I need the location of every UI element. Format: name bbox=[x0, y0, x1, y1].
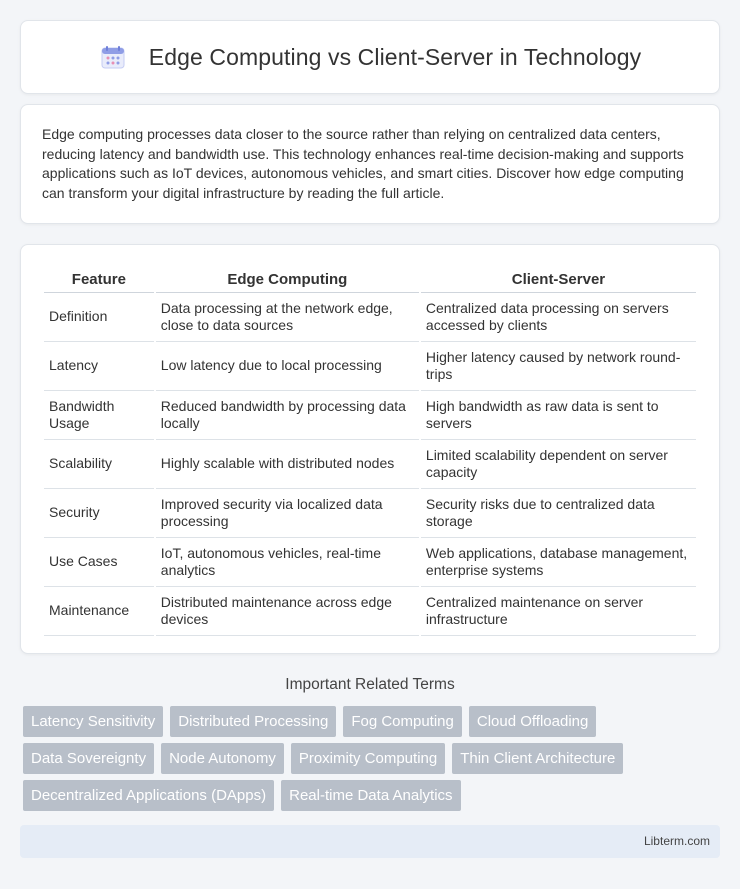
cell-client-server: Security risks due to centralized data storage bbox=[421, 489, 696, 538]
page-title: Edge Computing vs Client-Server in Technology bbox=[148, 43, 642, 70]
cell-client-server: Web applications, database management, enterprise systems bbox=[421, 538, 696, 587]
table-row bbox=[44, 538, 696, 587]
table-row bbox=[44, 489, 696, 538]
tag-thin-client-architecture[interactable]: Thin Client Architecture bbox=[452, 743, 623, 774]
tag-node-autonomy[interactable]: Node Autonomy bbox=[161, 743, 284, 774]
cell-feature: Scalability bbox=[44, 440, 154, 489]
cell-client-server: Centralized data processing on servers accessed by clients bbox=[421, 293, 696, 342]
tag-fog-computing[interactable]: Fog Computing bbox=[343, 706, 462, 737]
cell-edge: Low latency due to local processing bbox=[156, 342, 419, 391]
cell-client-server: High bandwidth as raw data is sent to servers bbox=[421, 391, 696, 440]
cell-edge: Highly scalable with distributed nodes bbox=[156, 440, 419, 489]
table-row bbox=[44, 587, 696, 636]
cell-client-server: Higher latency caused by network round-trips bbox=[421, 342, 696, 391]
cell-feature: Bandwidth Usage bbox=[44, 391, 154, 440]
cell-edge: Improved security via localized data processing bbox=[156, 489, 419, 538]
cell-client-server: Centralized maintenance on server infrastructure bbox=[421, 587, 696, 636]
tag-cloud-offloading[interactable]: Cloud Offloading bbox=[469, 706, 596, 737]
tag-real-time-data-analytics[interactable]: Real-time Data Analytics bbox=[281, 780, 460, 811]
tag-decentralized-applications[interactable]: Decentralized Applications (DApps) bbox=[23, 780, 274, 811]
related-terms-title: Important Related Terms bbox=[285, 676, 455, 693]
table-row bbox=[44, 440, 696, 489]
cell-edge: Data processing at the network edge, close to data sources bbox=[156, 293, 419, 342]
table-row bbox=[44, 293, 696, 342]
tag-latency-sensitivity[interactable]: Latency Sensitivity bbox=[23, 706, 163, 737]
header-client-server: Client-Server bbox=[421, 263, 696, 293]
header-edge-computing: Edge Computing bbox=[156, 263, 419, 293]
tag-distributed-processing[interactable]: Distributed Processing bbox=[170, 706, 336, 737]
cell-feature: Maintenance bbox=[44, 587, 154, 636]
footer-brand[interactable]: Libterm.com bbox=[643, 834, 710, 848]
intro-text: Edge computing processes data closer to the source rather than relying on centralized data centers, reducing latency and bandwidth use. This technology enhances real-time decision-making and supports applications such as IoT devices, autonomous vehicles, and smart cities. Discover how edge computing can transform your digital infrastructure by reading the full article. bbox=[42, 126, 684, 201]
tag-proximity-computing[interactable]: Proximity Computing bbox=[291, 743, 445, 774]
table-row bbox=[44, 342, 696, 391]
table-header-row bbox=[44, 263, 696, 293]
footer bbox=[20, 825, 720, 858]
intro-card bbox=[20, 104, 720, 224]
header-card bbox=[20, 20, 720, 94]
comparison-table-card bbox=[20, 244, 720, 654]
cell-edge: Reduced bandwidth by processing data locally bbox=[156, 391, 419, 440]
cell-feature: Definition bbox=[44, 293, 154, 342]
cell-feature: Latency bbox=[44, 342, 154, 391]
comparison-table bbox=[42, 263, 698, 636]
header-feature: Feature bbox=[44, 263, 154, 293]
table-row bbox=[44, 391, 696, 440]
cell-edge: IoT, autonomous vehicles, real-time analytics bbox=[156, 538, 419, 587]
tag-data-sovereignty[interactable]: Data Sovereignty bbox=[23, 743, 154, 774]
related-terms-tags bbox=[23, 706, 723, 817]
cell-feature: Use Cases bbox=[44, 538, 154, 587]
cell-edge: Distributed maintenance across edge devices bbox=[156, 587, 419, 636]
cell-client-server: Limited scalability dependent on server capacity bbox=[421, 440, 696, 489]
cell-feature: Security bbox=[44, 489, 154, 538]
calendar-grid-icon bbox=[99, 43, 127, 71]
